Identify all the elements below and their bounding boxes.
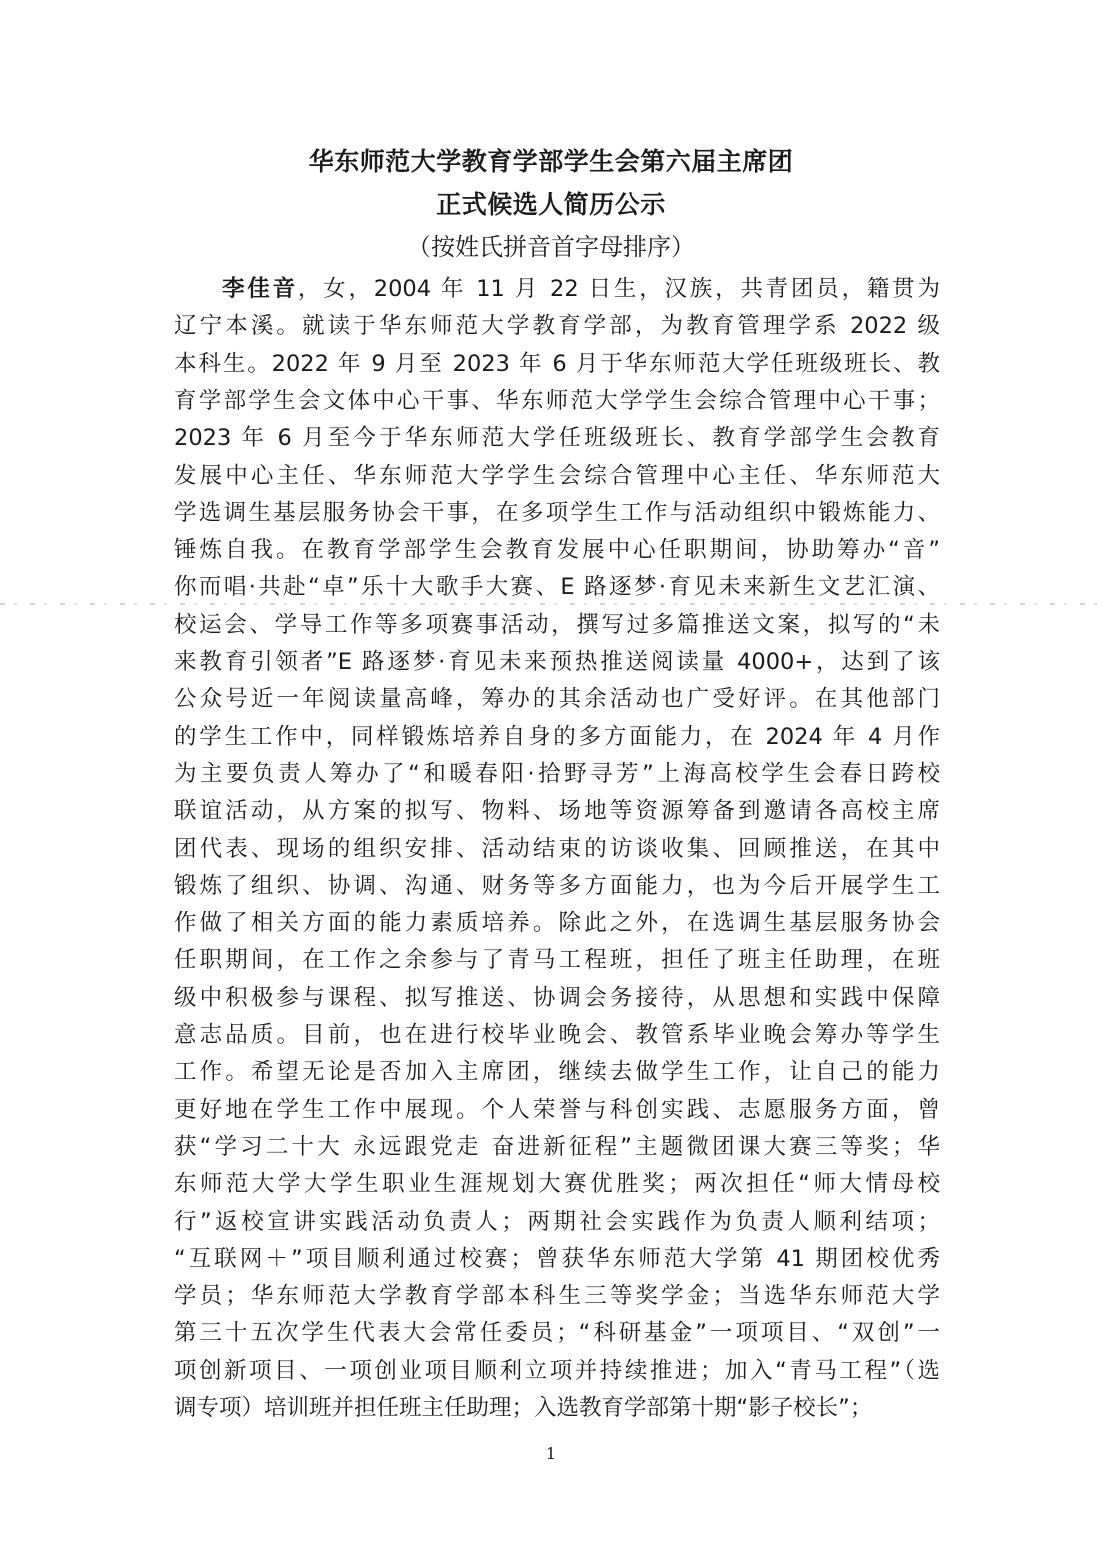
biography-line: 获“学习二十大 永远跟党走 奋进新征程”主题微团课大赛三等奖；华 (174, 1133, 940, 1160)
candidate-name: 李佳音 (222, 276, 298, 302)
page-number: 1 (545, 1444, 557, 1463)
biography-line: 团代表、现场的组织安排、活动结束的访谈收集、回顾推送，在其中 (174, 835, 940, 862)
biography-line: 行”返校宣讲实践活动负责人；两期社会实践作为负责人顺利结项； (174, 1208, 940, 1235)
biography-line: 辽宁本溪。就读于华东师范大学教育学部，为教育管理学系 2022 级 (174, 313, 940, 340)
document-title-line-1: 华东师范大学教育学部学生会第六届主席团 (308, 147, 794, 176)
document-title-line-2: 正式候选人简历公示 (436, 190, 666, 219)
biography-line: 意志品质。目前，也在进行校毕业晚会、教管系毕业晚会筹办等学生 (174, 1022, 940, 1048)
biography-line: 校运会、学导工作等多项赛事活动，撰写过多篇推送文案，拟写的“未 (174, 611, 940, 638)
biography-line: 公众号近一年阅读量高峰，筹办的其余活动也广受好评。在其他部门 (174, 686, 940, 713)
biography-line: 工作。希望无论是否加入主席团，继续去做学生工作，让自己的能力 (174, 1059, 940, 1086)
biography-line: 级中积极参与课程、拟写推送、协调会务接待，从思想和实践中保障 (174, 984, 940, 1011)
biography-line: 2023 年 6 月至今于华东师范大学任班级班长、教育学部学生会教育 (174, 425, 940, 452)
biography-line: “互联网＋”项目顺利通过校赛；曾获华东师范大学第 41 期团校优秀 (174, 1245, 940, 1272)
biography-line: 项创新项目、一项创业项目顺利立项并持续推进；加入“青马工程”（选 (174, 1357, 940, 1384)
biography-line: 第三十五次学生代表大会常任委员；“科研基金”一项项目、“双创”一 (174, 1320, 940, 1347)
biography-line: 为主要负责人筹办了“和暖春阳·拾野寻芳”上海高校学生会春日跨校 (174, 760, 940, 787)
biography-line: 本科生。2022 年 9 月至 2023 年 6 月于华东师范大学任班级班长、教 (174, 350, 940, 377)
biography-line: 东师范大学大学生职业生涯规划大赛优胜奖；两次担任“师大情母校 (174, 1171, 940, 1198)
biography-line: 学员；华东师范大学教育学部本科生三等奖学金；当选华东师范大学 (174, 1283, 940, 1310)
biography-line: 更好地在学生工作中展现。个人荣誉与科创实践、志愿服务方面，曾 (174, 1096, 940, 1123)
biography-line: 你而唱·共赴“卓”乐十大歌手大赛、E 路逐梦·育见未来新生文艺汇演、 (174, 574, 940, 601)
biography-line: 任职期间，在工作之余参与了青马工程班，担任了班主任助理，在班 (174, 947, 940, 974)
scan-artifact-streak (0, 603, 1102, 605)
biography-line: 联谊活动，从方案的拟写、物料、场地等资源筹备到邀请各高校主席 (174, 798, 940, 825)
document-subtitle: （按姓氏拼音首字母排序） (407, 233, 695, 261)
biography-line: 学选调生基层服务协会干事，在多项学生工作与活动组织中锻炼能力、 (174, 499, 940, 526)
biography-line: 育学部学生会文体中心干事、华东师范大学学生会综合管理中心干事； (174, 387, 940, 414)
biography-line: 作做了相关方面的能力素质培养。除此之外，在选调生基层服务协会 (174, 910, 940, 937)
biography-line: 的学生工作中，同样锻炼培养自身的多方面能力，在 2024 年 4 月作 (174, 723, 940, 750)
biography-line: 锤炼自我。在教育学部学生会教育发展中心任职期间，协助筹办“音” (174, 537, 940, 564)
biography-line: 锻炼了组织、协调、沟通、财务等多方面能力，也为今后开展学生工 (174, 872, 940, 899)
biography-line (222, 278, 940, 301)
biography-line-text: ，女，2004 年 11 月 22 日生，汉族，共青团员，籍贯为 (297, 276, 940, 302)
biography-line: 调专项）培训班并担任班主任助理；入选教育学部第十期“影子校长”； (174, 1395, 873, 1421)
biography-line: 发展中心主任、华东师范大学学生会综合管理中心主任、华东师范大 (174, 462, 940, 489)
biography-line: 来教育引领者”E 路逐梦·育见未来预热推送阅读量 4000+，达到了该 (174, 649, 940, 675)
